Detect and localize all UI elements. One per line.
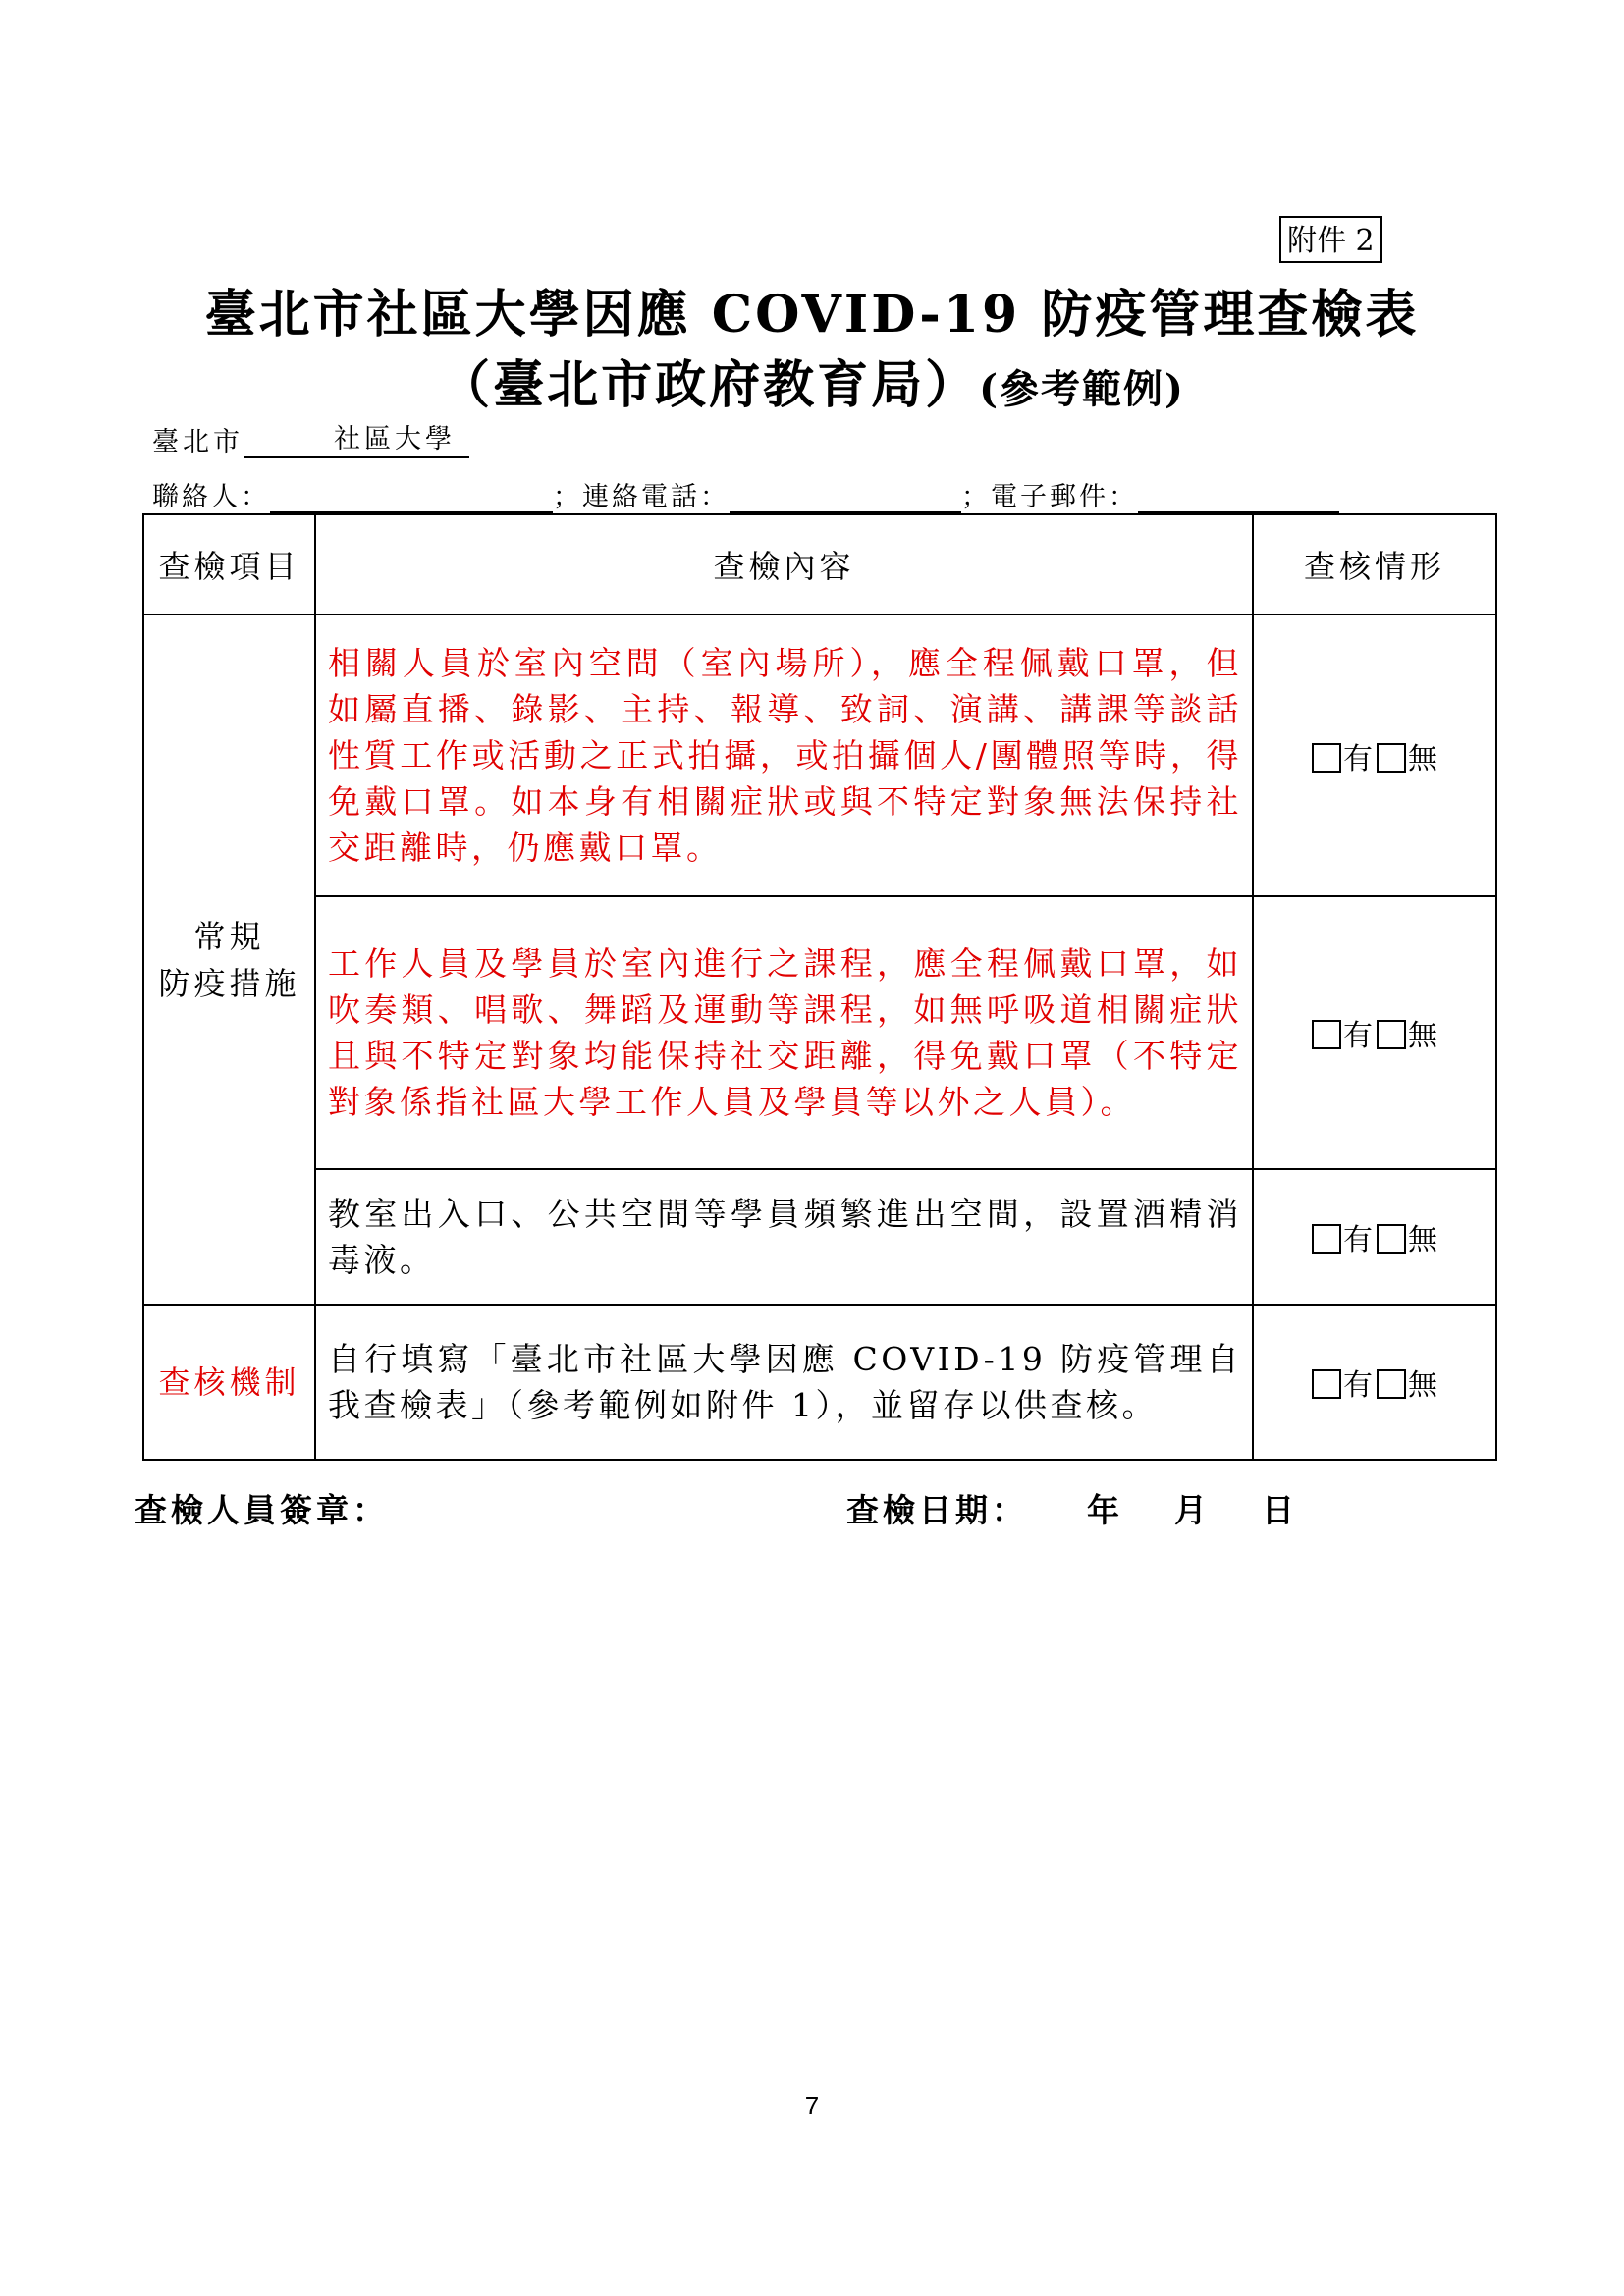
- check-yes-label: 有: [1343, 1223, 1373, 1257]
- email-label: ；電子郵件：: [961, 482, 1138, 512]
- reference-note: (參考範例): [979, 366, 1185, 412]
- checkbox-no[interactable]: [1377, 1224, 1406, 1254]
- header-item: 查檢項目: [143, 514, 315, 614]
- content-cell: 自行填寫「臺北市社區大學因應 COVID-19 防疫管理自我查檢表」（參考範例如附件 1），並留存以供查核。: [315, 1305, 1253, 1460]
- header-status: 查核情形: [1253, 514, 1496, 614]
- check-cell: [1253, 1305, 1496, 1460]
- check-yes-label: 有: [1343, 1368, 1373, 1403]
- page-number: 7: [804, 2091, 820, 2120]
- date-line: [846, 1485, 1298, 1531]
- contact-info-line: [152, 475, 1339, 513]
- city-label: 臺北市: [152, 427, 244, 457]
- check-no-label: 無: [1408, 741, 1437, 776]
- content-cell: 工作人員及學員於室內進行之課程，應全程佩戴口罩，如吹奏類、唱歌、舞蹈及運動等課程，如無呼吸道相關症狀且與不特定對象均能保持社交距離，得免戴口罩（不特定對象係指社區大學工作人員及學員等以外之人員）。: [315, 896, 1253, 1169]
- document-title: 臺北市社區大學因應 COVID-19 防疫管理查檢表: [204, 285, 1420, 345]
- school-name-line: [152, 420, 469, 458]
- checkbox-no[interactable]: [1377, 1369, 1406, 1399]
- phone-label: ；連絡電話：: [553, 482, 730, 512]
- phone-field[interactable]: [730, 478, 961, 513]
- annex-tag: 附件 2: [1279, 216, 1382, 263]
- contact-person-field[interactable]: [270, 478, 553, 513]
- content-cell: 教室出入口、公共空間等學員頻繁進出空間，設置酒精消毒液。: [315, 1169, 1253, 1305]
- category-audit: 查核機制: [143, 1305, 315, 1460]
- table-header-row: [143, 514, 1496, 614]
- content-cell: 相關人員於室內空間（室內場所），應全程佩戴口罩，但如屬直播、錄影、主持、報導、致詞、演講、講課等談話性質工作或活動之正式拍攝，或拍攝個人/團體照等時，得免戴口罩。如本身有相關症狀或與不特定對象無法保持社交距離時，仍應戴口罩。: [315, 614, 1253, 896]
- date-month: 月: [1174, 1491, 1211, 1529]
- inspection-table: [142, 513, 1497, 1461]
- school-suffix: 社區大學: [334, 424, 456, 454]
- signature-label: 查檢人員簽章：: [135, 1491, 389, 1529]
- document-subtitle: [0, 344, 1624, 417]
- header-content: 查檢內容: [315, 514, 1253, 614]
- check-cell: [1253, 896, 1496, 1169]
- school-name-field[interactable]: [244, 423, 469, 458]
- checkbox-yes[interactable]: [1312, 1369, 1341, 1399]
- check-cell: [1253, 614, 1496, 896]
- date-day: 日: [1262, 1491, 1298, 1529]
- check-yes-label: 有: [1343, 741, 1373, 776]
- date-year: 年: [1087, 1491, 1123, 1529]
- table-row: [143, 1169, 1496, 1305]
- email-field[interactable]: [1138, 478, 1339, 513]
- contact-label: 聯絡人：: [152, 482, 270, 512]
- date-label: 查檢日期：: [846, 1491, 1028, 1529]
- category-routine: 常規 防疫措施: [143, 614, 315, 1305]
- check-cell: [1253, 1169, 1496, 1305]
- checkbox-yes[interactable]: [1312, 743, 1341, 773]
- issuer-name: （臺北市政府教育局）: [439, 355, 980, 415]
- table-row: [143, 1305, 1496, 1460]
- check-no-label: 無: [1408, 1223, 1437, 1257]
- table-row: [143, 614, 1496, 896]
- check-no-label: 無: [1408, 1019, 1437, 1053]
- checkbox-yes[interactable]: [1312, 1224, 1341, 1254]
- table-row: [143, 896, 1496, 1169]
- checkbox-no[interactable]: [1377, 1020, 1406, 1049]
- check-no-label: 無: [1408, 1368, 1437, 1403]
- checkbox-yes[interactable]: [1312, 1020, 1341, 1049]
- checkbox-no[interactable]: [1377, 743, 1406, 773]
- check-yes-label: 有: [1343, 1019, 1373, 1053]
